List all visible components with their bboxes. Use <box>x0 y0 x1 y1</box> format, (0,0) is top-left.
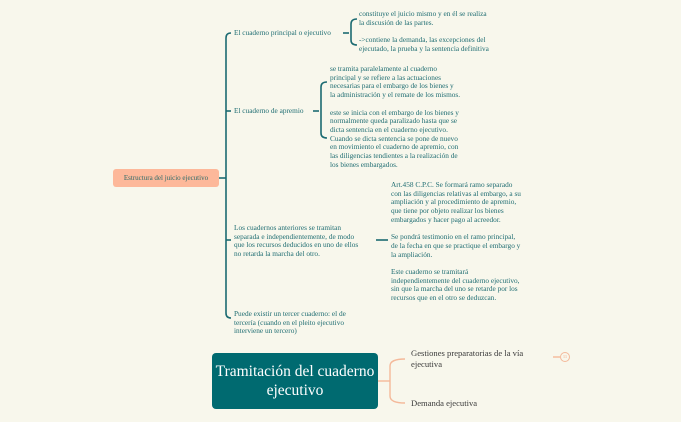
collapsed-count-badge[interactable]: 11 <box>562 354 568 359</box>
branch-principal-detail[interactable]: constituye el juicio mismo y en él se realiza la discusión de las partes. ->contiene la demanda, las excepciones del ejecutado, la prueba y la sentencia definitiva <box>359 9 489 53</box>
branch-terceria[interactable]: Puede existir un tercer cuaderno: el de tercería (cuando en el pleito ejecutivo interviene un tercero) <box>234 309 346 336</box>
branch-separados-detail[interactable]: Art.458 C.P.C. Se formará ramo separado con las diligencias relativas al embargo, a su ampliación y al procedimiento de apremio, que tiene por objeto realizar los bienes embargados y hacer pago al acreedor. Se pondrá testimonio en el ramo principal, de la fecha en que se practique el embargo y la ampliación. Este cuaderno se tramitará independientemente del cuaderno ejecutivo, sin que la marcha del uno se retarde por los recursos que en el otro se deduzcan. <box>391 180 521 303</box>
subtopic-gestiones[interactable]: Gestiones preparatorias de la vía ejecutiva <box>411 348 524 369</box>
subtopic-demanda[interactable]: Demanda ejecutiva <box>411 398 478 408</box>
branch-apremio[interactable]: El cuaderno de apremio <box>234 106 304 115</box>
main-topic[interactable]: Tramitación del cuaderno ejecutivo <box>212 353 378 409</box>
branch-apremio-detail[interactable]: se tramita paralelamente al cuaderno principal y se refiere a las actuaciones necesarias para el embargo de los bienes y la administración y el remate de los mismos. este se inicia con el embargo de los bienes y normalmente queda paralizado hasta que se dicta sentencia en el cuaderno ejecutivo. Cuando se dicta sentencia se pone de nuevo en movimiento el cuaderno de apremio, con las diligencias tendientes a la realización de los bienes embargados. <box>330 64 461 169</box>
branch-principal[interactable]: El cuaderno principal o ejecutivo <box>234 28 331 37</box>
root-topic[interactable]: Estructura del juicio ejecutivo <box>113 169 219 187</box>
branch-separados[interactable]: Los cuadernos anteriores se tramitan separada e independientemente, de modo que los recursos deducidos en uno de ellos no retarda la marcha del otro. <box>234 223 359 259</box>
